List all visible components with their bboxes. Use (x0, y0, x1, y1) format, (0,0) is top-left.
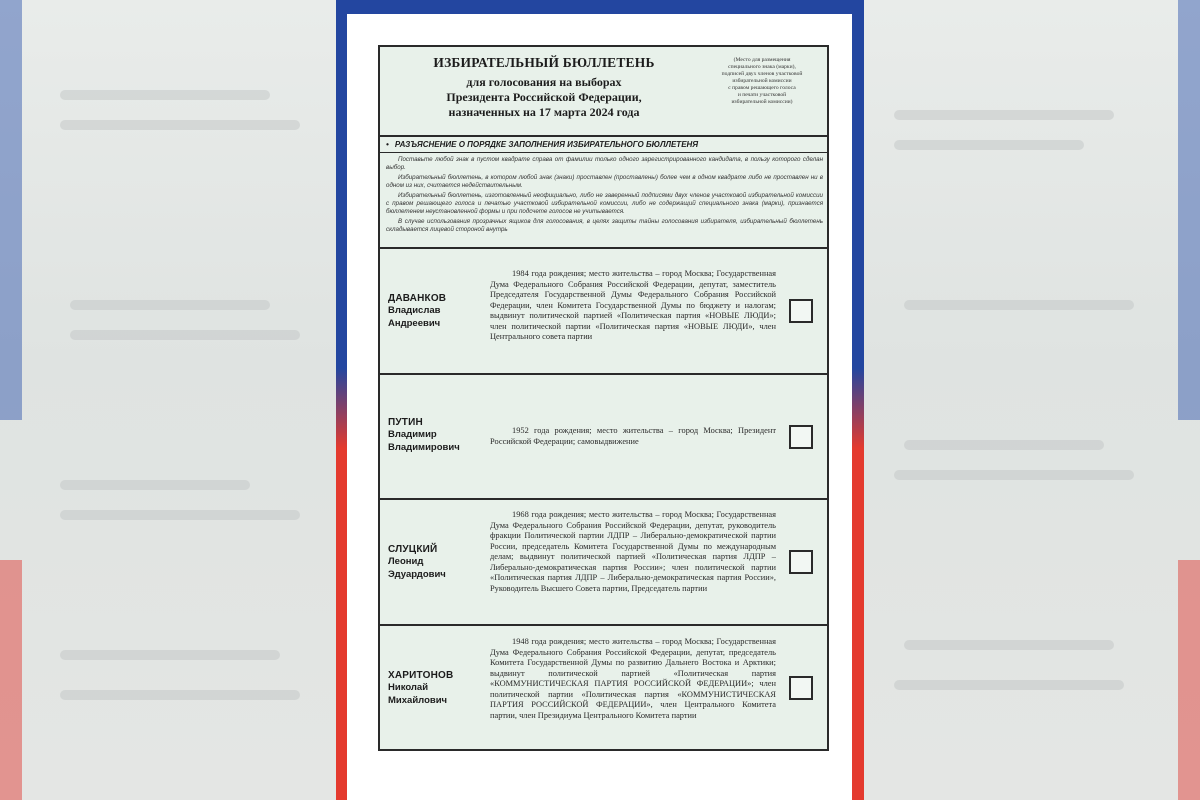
candidate-given-name: Владимир (388, 429, 437, 440)
candidate-given-name: Владислав (388, 305, 441, 316)
candidate-given-name: Николай (388, 682, 429, 693)
candidate-row (380, 500, 827, 626)
ballot-header (380, 47, 827, 137)
candidate-name (388, 293, 484, 330)
blurred-background-left (0, 0, 336, 800)
stamp-note-line: с правом решающего голоса (728, 85, 796, 91)
candidate-row (380, 375, 827, 500)
subtitle-line: Президента Российской Федерации, (446, 90, 642, 104)
candidate-patronymic: Андреевич (388, 318, 441, 329)
stamp-note-line: специального знака (марки), (728, 64, 796, 70)
candidate-bio: 1952 года рождения; место жительства – город Москва; Президент Российской Федерации; самовыдвижение (490, 426, 776, 446)
candidate-name (388, 544, 484, 581)
blurred-background-right (864, 0, 1200, 800)
candidate-surname: ХАРИТОНОВ (388, 670, 454, 681)
subtitle-line: назначенных на 17 марта 2024 года (448, 105, 640, 119)
stamp-note-line: избирательной комиссии (732, 78, 792, 84)
stamp-placeholder-note (706, 57, 818, 106)
candidate-patronymic: Эдуардович (388, 569, 446, 580)
instructions-heading (380, 137, 827, 153)
vote-checkbox[interactable] (789, 676, 813, 700)
instruction-paragraph: Поставьте любой знак в пустом квадрате справа от фамилии только одного зарегистрированного кандидата, в пользу которого сделан выбор. (386, 156, 823, 171)
instruction-paragraph: В случае использования прозрачных ящиков для голосования, в целях защиты тайны голосования избирателя, избирательный бюллетень складывается лицевой стороной внутрь (386, 218, 823, 233)
candidate-name (388, 417, 484, 454)
candidate-bio: 1968 года рождения; место жительства – город Москва; Государственная Дума Федерального Собрания Российской Федерации, депутат, руководитель фракции Политической партии ЛДПР – Либерально-демократической партии России, председатель Комитета Государственной Думы по международным делам; выдвинут политической партией «Политическая партия ЛДПР – Либерально-демократическая партия России»; член политической партии «Политическая партия ЛДПР – Либерально-демократическая партия России», Руководитель Высшего Совета партии, Председатель партии (490, 510, 776, 593)
subtitle-line: для голосования на выборах (466, 75, 622, 89)
stamp-note-line: (Место для размещения (733, 57, 791, 63)
vote-checkbox[interactable] (789, 299, 813, 323)
candidate-surname: ПУТИН (388, 417, 423, 428)
instruction-paragraph: Избирательный бюллетень, в котором любой знак (знаки) проставлен (проставлены) более чем в одном квадрате либо не проставлен ни в одном из них, считается недействительным. (386, 174, 823, 189)
ballot (378, 45, 829, 751)
candidate-surname: ДАВАНКОВ (388, 293, 447, 304)
instruction-paragraph: Избирательный бюллетень, изготовленный неофициально, либо не заверенный подписями двух членов участковой избирательной комиссии с правом решающего голоса и печатью участковой избирательной комиссии, либо не содержащий специального знака (марки), признается бюллетенем неустановленной формы и при подсчете голосов не учитывается. (386, 192, 823, 215)
candidate-patronymic: Михайлович (388, 695, 448, 706)
bullet-icon: • (386, 140, 389, 149)
stamp-note-line: избирательной комиссии) (731, 99, 793, 105)
candidate-surname: СЛУЦКИЙ (388, 544, 438, 555)
ballot-subtitle (394, 75, 694, 120)
instructions-heading-text: РАЗЪЯСНЕНИЕ О ПОРЯДКЕ ЗАПОЛНЕНИЯ ИЗБИРАТЕЛЬНОГО БЮЛЛЕТЕНЯ (394, 140, 699, 149)
candidate-bio: 1948 года рождения; место жительства – город Москва; Государственная Дума Федерального Собрания Российской Федерации, депутат, председатель Комитета Государственной Думы по развитию Дальнего Востока и Арктики; выдвинут политической партией «Политическая партия «КОММУНИСТИЧЕСКАЯ ПАРТИЯ РОССИЙСКОЙ ФЕДЕРАЦИИ»; член политической партии «Политическая партия «КОММУНИСТИЧЕСКАЯ ПАРТИЯ РОССИЙСКОЙ ФЕДЕРАЦИИ», член Центрального Комитета партии, член Президиума Центрального Комитета партии (490, 637, 776, 720)
candidate-patronymic: Владимирович (388, 442, 460, 453)
instructions-section (380, 137, 827, 249)
vote-checkbox[interactable] (789, 425, 813, 449)
candidate-row (380, 626, 827, 749)
candidate-name (388, 670, 484, 707)
vote-checkbox[interactable] (789, 550, 813, 574)
ballot-title: ИЗБИРАТЕЛЬНЫЙ БЮЛЛЕТЕНЬ (433, 55, 655, 70)
candidate-row (380, 249, 827, 375)
candidate-bio: 1984 года рождения; место жительства – город Москва; Государственная Дума Федерального Собрания Российской Федерации, депутат, заместитель Председателя Государственной Думы Федерального Собрания Российской Федерации, член Комитета Государственной Думы по бюджету и налогам; выдвинут политической партией «Политическая партия «НОВЫЕ ЛЮДИ»; член политической партии «Политическая партия «НОВЫЕ ЛЮДИ», член Центрального совета партии (490, 269, 776, 341)
stamp-note-line: и печати участковой (737, 92, 787, 98)
candidate-given-name: Леонид (388, 556, 424, 567)
stamp-note-line: подписей двух членов участковой (721, 71, 803, 77)
instructions-body (386, 156, 823, 236)
